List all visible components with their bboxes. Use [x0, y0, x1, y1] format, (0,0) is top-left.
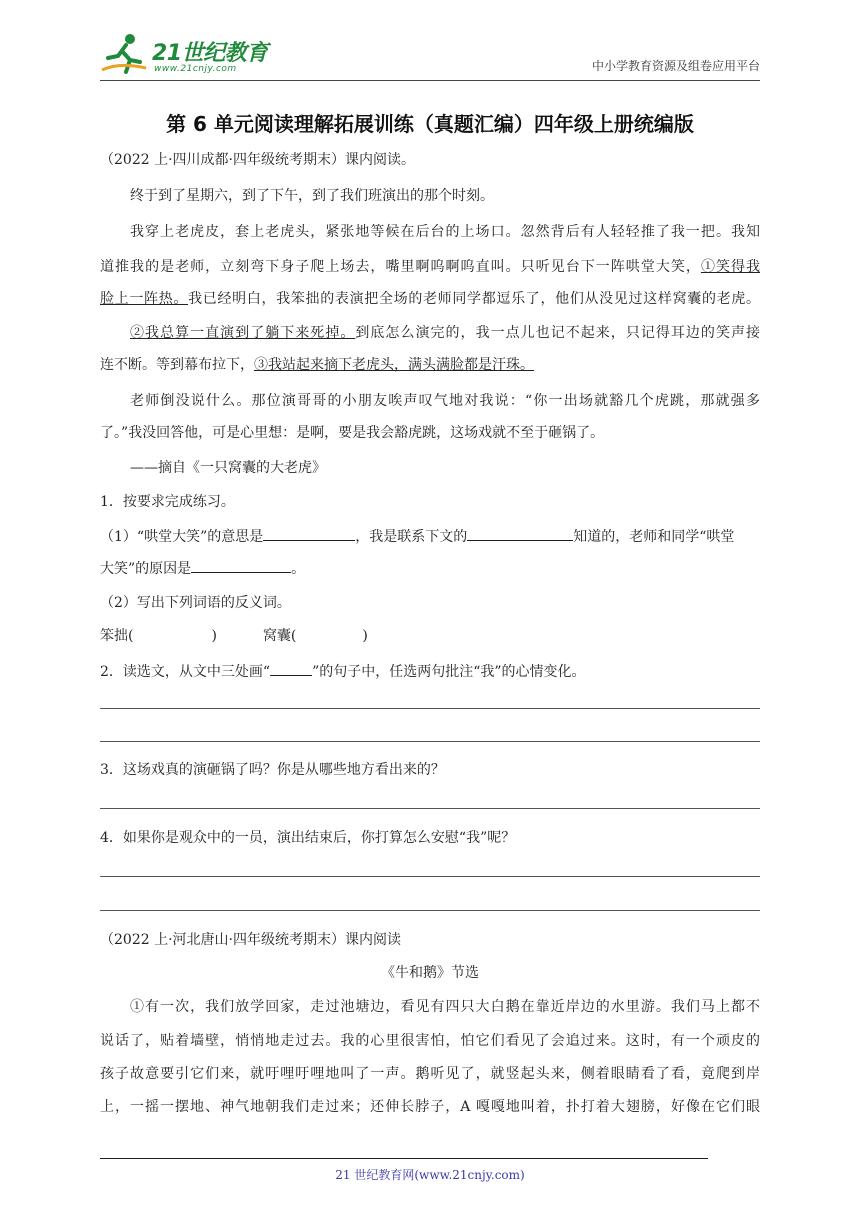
answer-line[interactable] — [100, 876, 760, 877]
passage-p4-line2: 了。”我没回答他，可是心里想：是啊，要是我会豁虎跳，这场戏就不至于砸锅了。 — [100, 425, 605, 441]
passage-p3-line2: 连不断。等到幕布拉下，③我站起来摘下老虎头，满头满脸都是汗珠。 — [100, 357, 534, 373]
passage2-line4: 上，一摇一摆地、神气地朝我们走过来；还伸长脖子，A 嘎嘎地叫着，扑打着大翅膀，好像在它们眼 — [100, 1099, 760, 1115]
logo-text: 21世纪教育 — [152, 41, 268, 66]
question-1-2: （2）写出下列词语的反义词。 — [100, 595, 291, 611]
answer-blank[interactable] — [263, 525, 355, 541]
excerpt-source: ——摘自《一只窝囊的大老虎》 — [130, 460, 326, 476]
answer-line[interactable] — [100, 910, 760, 911]
answer-line[interactable] — [100, 741, 760, 742]
question-1-1: （1）“哄堂大笑”的意思是 ，我是联系下文的 知道的，老师和同学“哄堂 — [100, 525, 760, 547]
passage2-line3: 孩子故意要引它们来，就吁哩吁哩地叫了一声。鹅听见了，就竖起头来，侧着眼睛看了看，竟爬到岸 — [100, 1066, 760, 1082]
question-2: 2．读选文，从文中三处画“ ”的句子中，任选两句批注“我”的心情变化。 — [100, 660, 760, 682]
antonym-row: 笨拙( ) 窝囊( ) — [100, 628, 368, 644]
passage-paragraph-1: 终于到了星期六，到了下午，到了我们班演出的那个时刻。 — [130, 188, 494, 204]
underlined-sentence-3: ③我站起来摘下老虎头，满头满脸都是汗珠。 — [254, 357, 534, 373]
question-4: 4．如果你是观众中的一员，演出结束后，你打算怎么安慰“我”呢？ — [100, 830, 516, 846]
question-1-1-cont: 大笑”的原因是 。 — [100, 557, 760, 579]
page-header — [100, 28, 760, 81]
underlined-sentence-1b: 脸上一阵热。 — [100, 291, 189, 307]
answer-blank[interactable] — [191, 557, 291, 573]
section1-source: （2022 上·四川成都·四年级统考期末）课内阅读。 — [100, 152, 415, 168]
question-3: 3．这场戏真的演砸锅了吗？你是从哪些地方看出来的？ — [100, 762, 445, 778]
logo-url: www.21cnjy.com — [154, 64, 237, 74]
underlined-sentence-2: ②我总算一直演到了躺下来死掉。 — [130, 325, 356, 341]
platform-name: 中小学教育资源及组卷应用平台 — [591, 59, 760, 73]
passage-title: 《牛和鹅》节选 — [381, 965, 479, 981]
underlined-sentence-1a: ①笑得我 — [700, 259, 761, 275]
answer-line[interactable] — [100, 708, 760, 709]
passage2-line1: ①有一次，我们放学回家，走过池塘边，看见有四只大白鹅在靠近岸边的水里游。我们马上都不 — [130, 999, 760, 1015]
runner-icon — [100, 32, 150, 76]
section2-source: （2022 上·河北唐山·四年级统考期末）课内阅读 — [100, 932, 401, 948]
page-footer: 21 世纪教育网(www.21cnjy.com) — [335, 1168, 525, 1182]
question-1: 1．按要求完成练习。 — [100, 494, 235, 510]
passage-p4-line1: 老师倒没说什么。那位演哥哥的小朋友唉声叹气地对我说：“你一出场就豁几个虎跳，那就强多 — [130, 393, 760, 409]
passage-p2-line1: 我穿上老虎皮，套上老虎头，紧张地等候在后台的上场口。忽然背后有人轻轻推了我一把。我知 — [130, 224, 760, 240]
passage-p2-line2: 道推我的是老师，立刻弯下身子爬上场去，嘴里啊呜啊呜直叫。只听见台下一阵哄堂大笑，①笑得我 — [100, 259, 761, 275]
footer-divider — [100, 1158, 708, 1159]
passage-p2-line3: 脸上一阵热。我已经明白，我笨拙的表演把全场的老师同学都逗乐了，他们从没见过这样窝囊的老虎。 — [100, 291, 761, 307]
passage2-line2: 说话了，贴着墙壁，悄悄地走过去。我的心里很害怕，怕它们看见了会追过来。这时，有一个顽皮的 — [100, 1033, 760, 1049]
site-logo — [100, 32, 270, 76]
answer-line[interactable] — [100, 808, 760, 809]
passage-p3-line1: ②我总算一直演到了躺下来死掉。到底怎么演完的，我一点儿也记不起来，只记得耳边的笑声接 — [130, 325, 761, 341]
answer-blank[interactable] — [467, 525, 573, 541]
page-title: 第 6 单元阅读理解拓展训练（真题汇编）四年级上册统编版 — [166, 112, 694, 136]
